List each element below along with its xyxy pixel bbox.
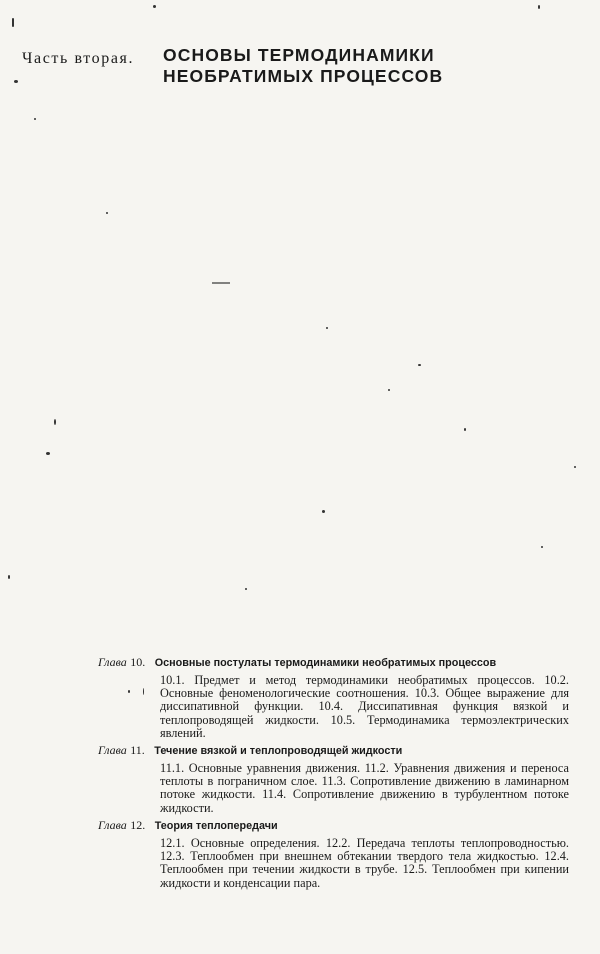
chapter-label: Глава — [98, 743, 127, 757]
part-title — [163, 45, 443, 87]
chapter-title: Течение вязкой и теплопроводящей жидкости — [154, 745, 403, 757]
scan-speck — [538, 5, 540, 9]
scan-speck — [153, 5, 156, 8]
scan-speck — [54, 419, 56, 425]
scan-speck — [326, 327, 328, 329]
chapter-label: Глава — [98, 818, 127, 832]
scan-speck — [12, 18, 14, 27]
chapter-number: 12. — [130, 818, 146, 832]
chapter-title: Теория теплопередачи — [154, 820, 278, 832]
scan-speck — [464, 428, 466, 431]
scan-speck — [322, 510, 325, 513]
scan-speck — [106, 212, 108, 214]
part-title-line-2: НЕОБРАТИМЫХ ПРОЦЕССОВ — [163, 66, 444, 86]
scan-speck — [418, 364, 421, 366]
scan-speck — [128, 690, 130, 693]
scan-speck — [388, 389, 390, 391]
scan-speck — [541, 546, 543, 548]
chapter-heading — [98, 743, 402, 758]
scan-speck — [212, 282, 230, 284]
chapter-contents: 10.1. Предмет и метод термодинамики необратимых процессов. 10.2. Основные феноменологические соотношения. 10.3. Общее выражение для диссипативной функции. 10.4. Диссипативная функция вязкой и теплопроводящей жидкости. 10.5. Термодинамика термоэлектрических явлений. — [160, 673, 569, 740]
scan-speck — [574, 466, 576, 468]
part-title-line-1: ОСНОВЫ ТЕРМОДИНАМИКИ — [163, 45, 435, 65]
chapter-contents: 12.1. Основные определения. 12.2. Передача теплоты теплопроводностью. 12.3. Теплообмен при внешнем обтекании твердого тела жидкостью. 12.4. Теплообмен при течении жидкости в трубе. 12.5. Теплообмен при кипении жидкости и конденсации пара. — [160, 836, 569, 890]
scan-speck — [143, 688, 144, 695]
scan-speck — [46, 452, 50, 455]
chapter-number: 10. — [130, 655, 146, 669]
chapter-label: Глава — [98, 655, 127, 669]
part-label: Часть вторая. — [22, 50, 135, 67]
chapter-contents: 11.1. Основные уравнения движения. 11.2. Уравнения движения и переноса теплоты в пограничном слое. 11.3. Сопротивление движению в ламинарном потоке жидкости. 11.4. Сопротивление движению в турбулентном потоке жидкости. — [160, 761, 569, 815]
chapter-title: Основные постулаты термодинамики необратимых процессов — [154, 657, 497, 669]
chapter-heading — [98, 655, 496, 670]
scan-speck — [34, 118, 36, 120]
chapter-number: 11. — [130, 743, 145, 757]
scan-speck — [14, 80, 18, 83]
scan-speck — [245, 588, 247, 590]
scan-speck — [8, 575, 10, 579]
chapter-heading — [98, 818, 278, 833]
